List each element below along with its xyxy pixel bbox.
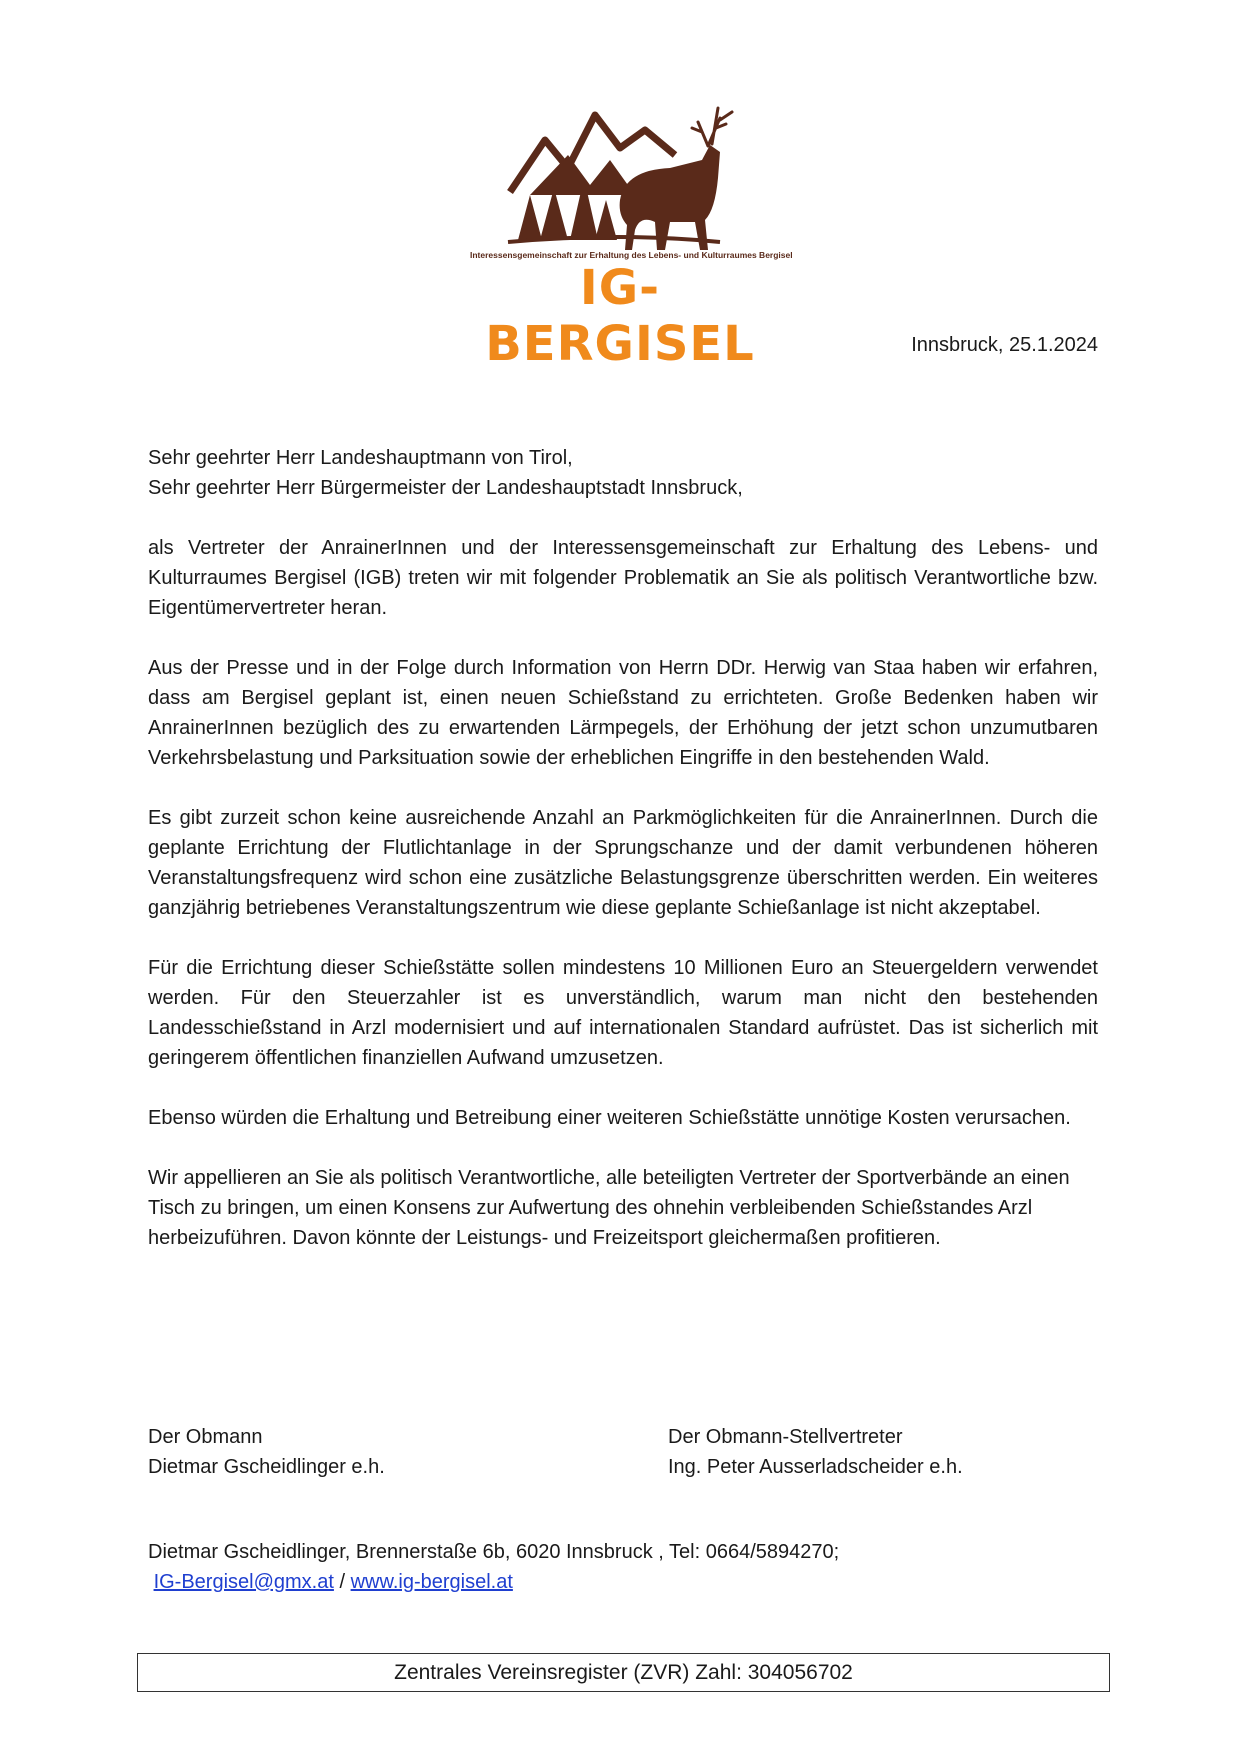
salutation: [148, 443, 1098, 503]
paragraph: Es gibt zurzeit schon keine ausreichende Anzahl an Parkmöglichkeiten für die AnrainerInnen. Durch die geplante Errichtung der Flutlichtanlage in der Sprungschanze und der damit verbundenen höheren Veranstaltungsfrequenz wird schon eine zusätzliche Belastungsgrenze überschritten werden. Ein weiteres ganzjährig betriebenes Veranstaltungszentrum wie diese geplante Schießanlage ist nicht akzeptabel.: [148, 807, 1098, 919]
paragraph: als Vertreter der AnrainerInnen und der Interessensgemeinschaft zur Erhaltung des Lebens- und Kulturraumes Bergisel (IGB) treten wir mit folgender Problematik an Sie als politisch Verantwortliche bzw. Eigentümervertreter heran.: [148, 537, 1098, 619]
signature-name: Dietmar Gscheidlinger e.h.: [148, 1456, 385, 1478]
letter-date: Innsbruck, 25.1.2024: [911, 334, 1098, 356]
signature-name: Ing. Peter Ausserladscheider e.h.: [668, 1456, 963, 1478]
register-number-box: Zentrales Vereinsregister (ZVR) Zahl: 304056702: [137, 1653, 1110, 1692]
paragraph: Wir appellieren an Sie als politisch Verantwortliche, alle beteiligten Vertreter der Sportverbände an einen Tisch zu bringen, um einen Konsens zur Aufwertung des ohnehin verbleibenden Schießstandes Arzl herbeizuführen. Davon könnte der Leistungs- und Freizeitsport gleichermaßen profitieren.: [148, 1167, 1070, 1249]
logo-wordmark: IG-BERGISEL: [485, 260, 755, 372]
website-link[interactable]: www.ig-bergisel.at: [350, 1571, 513, 1593]
ig-bergisel-logo: [470, 100, 793, 372]
link-separator: /: [333, 1571, 351, 1593]
logo-tagline: Interessensgemeinschaft zur Erhaltung des Lebens- und Kulturraumes Bergisel: [470, 250, 793, 260]
signature-role: Der Obmann: [148, 1426, 263, 1448]
salutation-line-2: Sehr geehrter Herr Bürgermeister der Landeshauptstadt Innsbruck,: [148, 477, 743, 499]
contact-info: [148, 1537, 1098, 1597]
signature-chairman: [148, 1422, 385, 1482]
contact-links: [148, 1567, 1098, 1597]
paragraph: Ebenso würden die Erhaltung und Betreibung einer weiteren Schießstätte unnötige Kosten verursachen.: [148, 1107, 1071, 1129]
letter-body: [148, 443, 1098, 1283]
contact-address: Dietmar Gscheidlinger, Brennerstaße 6b, 6020 Innsbruck , Tel: 0664/5894270;: [148, 1541, 840, 1563]
signature-role: Der Obmann-Stellvertreter: [668, 1426, 903, 1448]
signature-deputy: [668, 1422, 963, 1482]
paragraph: Aus der Presse und in der Folge durch Information von Herrn DDr. Herwig van Staa haben wir erfahren, dass am Bergisel geplant ist, einen neuen Schießstand zu errichteten. Große Bedenken haben wir AnrainerInnen bezüglich des zu erwartenden Lärmpegels, der Erhöhung der jetzt schon unzumutbaren Verkehrsbelastung und Parksituation sowie der erheblichen Eingriffe in den bestehenden Wald.: [148, 657, 1098, 769]
salutation-line-1: Sehr geehrter Herr Landeshauptmann von Tirol,: [148, 447, 573, 469]
mountain-deer-icon: [470, 100, 793, 260]
paragraph: Für die Errichtung dieser Schießstätte sollen mindestens 10 Millionen Euro an Steuergeldern verwendet werden. Für den Steuerzahler ist es unverständlich, warum man nicht den bestehenden Landesschießstand in Arzl modernisiert und auf internationalen Standard aufrüstet. Das ist sicherlich mit geringerem öffentlichen finanziellen Aufwand umzusetzen.: [148, 957, 1098, 1069]
email-link[interactable]: IG-Bergisel@gmx.at: [153, 1571, 334, 1593]
